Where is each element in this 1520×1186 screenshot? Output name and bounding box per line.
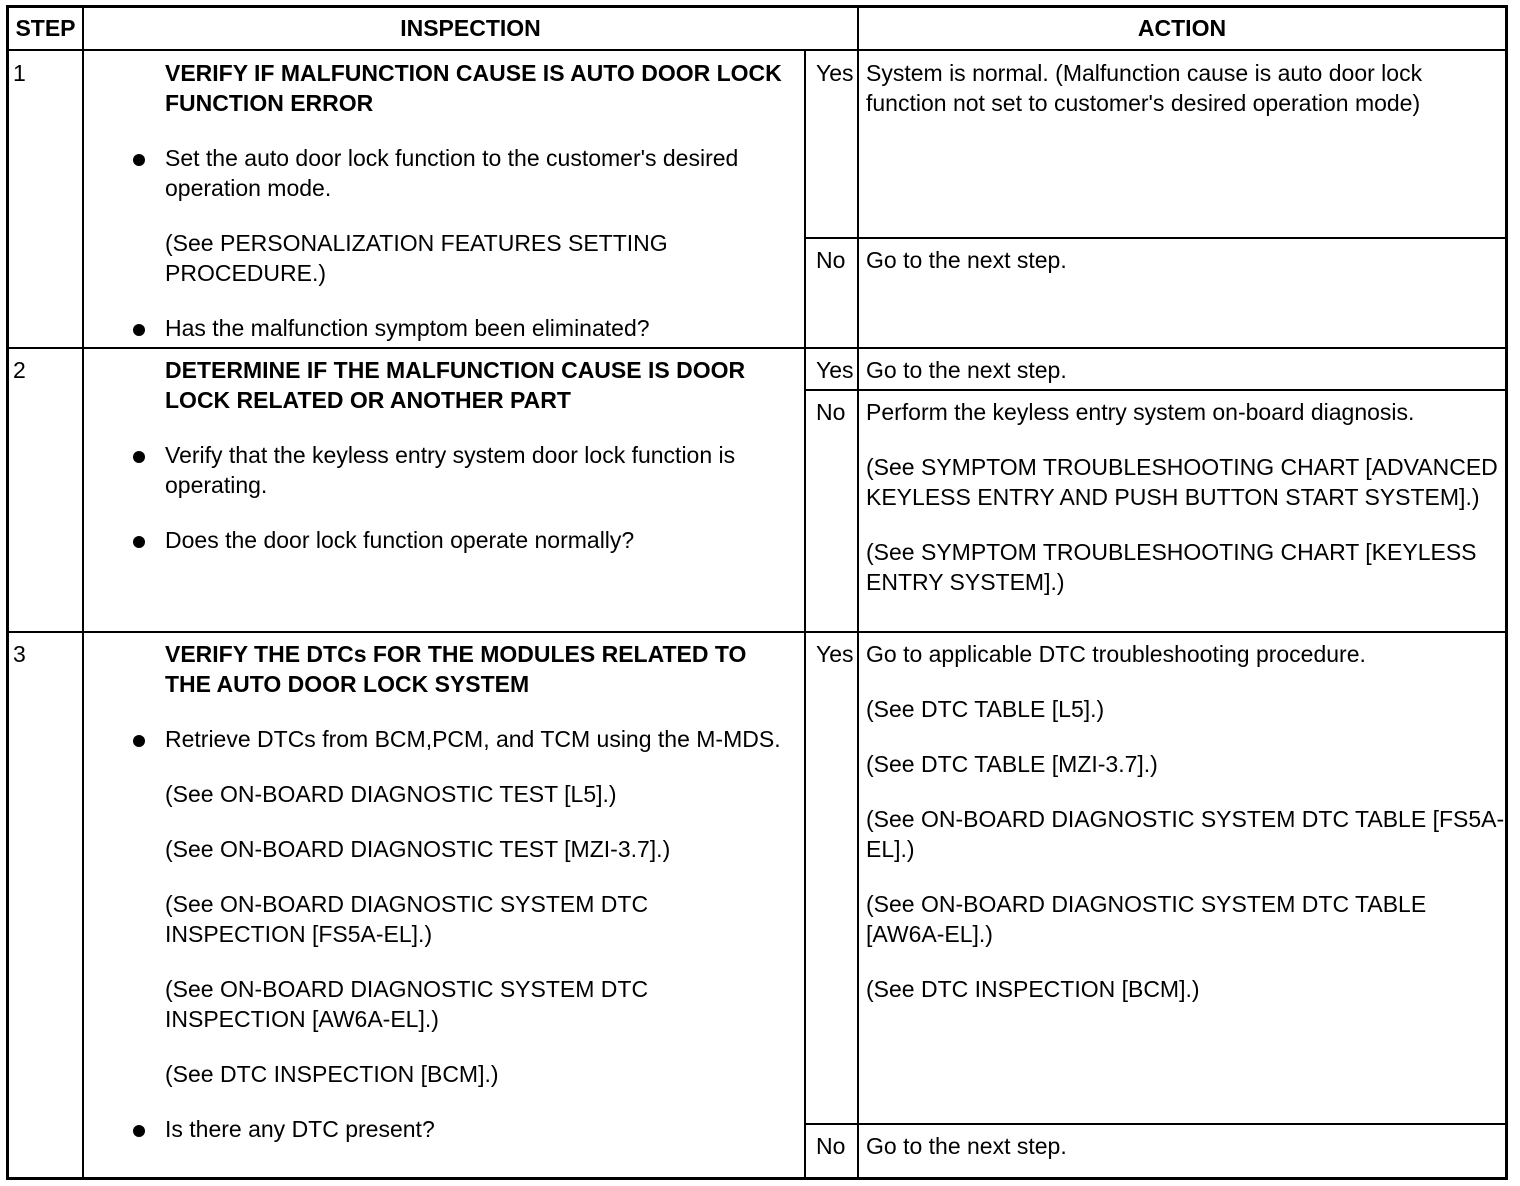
step-title: VERIFY THE DTCs FOR THE MODULES RELATED TO THE AUTO DOOR LOCK SYSTEM xyxy=(165,641,747,697)
inspection-bullet: Set the auto door lock function to the customer's desired operation mode. xyxy=(165,143,795,203)
header-inspection: INSPECTION xyxy=(400,15,541,41)
row-divider xyxy=(804,237,1505,239)
inspection-bullet: Verify that the keyless entry system door lock function is operating. xyxy=(165,440,795,500)
inspection-reference: (See ON-BOARD DIAGNOSTIC TEST [MZI-3.7].) xyxy=(165,836,671,862)
no-action xyxy=(865,245,1506,300)
yes-label: Yes xyxy=(816,357,854,383)
step-number: 2 xyxy=(13,357,26,383)
step-number: 1 xyxy=(13,60,26,86)
action-text: Perform the keyless entry system on-board diagnosis. xyxy=(866,399,1415,425)
step-title: VERIFY IF MALFUNCTION CAUSE IS AUTO DOOR LOCK FUNCTION ERROR xyxy=(165,60,782,116)
inspection-reference: (See ON-BOARD DIAGNOSTIC TEST [L5].) xyxy=(165,781,617,807)
no-label: No xyxy=(816,399,846,425)
action-reference: (See ON-BOARD DIAGNOSTIC SYSTEM DTC TABLE [FS5A-EL].) xyxy=(866,806,1505,862)
column-divider xyxy=(804,50,806,1177)
column-divider xyxy=(857,8,859,1177)
action-reference: (See SYMPTOM TROUBLESHOOTING CHART [KEYLESS ENTRY SYSTEM].) xyxy=(866,539,1477,595)
no-label: No xyxy=(816,1133,846,1159)
yes-label: Yes xyxy=(816,641,854,667)
action-reference: (See DTC TABLE [L5].) xyxy=(866,696,1105,722)
no-action xyxy=(865,1131,1506,1186)
step-inspection xyxy=(165,355,795,580)
header-step: STEP xyxy=(15,15,76,41)
yes-action xyxy=(865,58,1506,143)
row-divider xyxy=(804,1123,1505,1125)
step-title: DETERMINE IF THE MALFUNCTION CAUSE IS DOOR LOCK RELATED OR ANOTHER PART xyxy=(165,357,746,413)
action-reference: (See ON-BOARD DIAGNOSTIC SYSTEM DTC TABLE [AW6A-EL].) xyxy=(866,891,1427,947)
diagnostic-table xyxy=(6,5,1508,1180)
inspection-bullet: Retrieve DTCs from BCM,PCM, and TCM using the M-MDS. xyxy=(165,724,795,754)
column-divider xyxy=(82,8,84,1177)
step-inspection xyxy=(165,58,795,368)
yes-label: Yes xyxy=(816,60,854,86)
step-number: 3 xyxy=(13,641,26,667)
no-action xyxy=(865,397,1506,622)
inspection-reference: (See DTC INSPECTION [BCM].) xyxy=(165,1061,499,1087)
inspection-bullet: Has the malfunction symptom been eliminated? xyxy=(165,313,795,343)
action-reference: (See SYMPTOM TROUBLESHOOTING CHART [ADVANCED KEYLESS ENTRY AND PUSH BUTTON START SYSTEM].) xyxy=(866,454,1498,510)
action-reference: (See DTC INSPECTION [BCM].) xyxy=(866,976,1200,1002)
inspection-bullet: Is there any DTC present? xyxy=(165,1114,795,1144)
step-inspection xyxy=(165,639,795,1169)
action-text: Go to the next step. xyxy=(866,247,1067,273)
action-reference: (See DTC TABLE [MZI-3.7].) xyxy=(866,751,1158,777)
header-action: ACTION xyxy=(1137,15,1227,41)
inspection-reference: (See PERSONALIZATION FEATURES SETTING PROCEDURE.) xyxy=(165,230,668,286)
action-text: Go to applicable DTC troubleshooting procedure. xyxy=(866,641,1366,667)
action-text: Go to the next step. xyxy=(866,357,1067,383)
inspection-reference: (See ON-BOARD DIAGNOSTIC SYSTEM DTC INSPECTION [FS5A-EL].) xyxy=(165,891,649,947)
row-divider xyxy=(9,49,1505,51)
action-text: Go to the next step. xyxy=(866,1133,1067,1159)
inspection-reference: (See ON-BOARD DIAGNOSTIC SYSTEM DTC INSPECTION [AW6A-EL].) xyxy=(165,976,649,1032)
no-label: No xyxy=(816,247,846,273)
action-text: System is normal. (Malfunction cause is auto door lock function not set to customer's desired operation mode) xyxy=(866,60,1423,116)
yes-action xyxy=(865,639,1506,1029)
row-divider xyxy=(9,631,1505,633)
inspection-bullet: Does the door lock function operate normally? xyxy=(165,525,795,555)
